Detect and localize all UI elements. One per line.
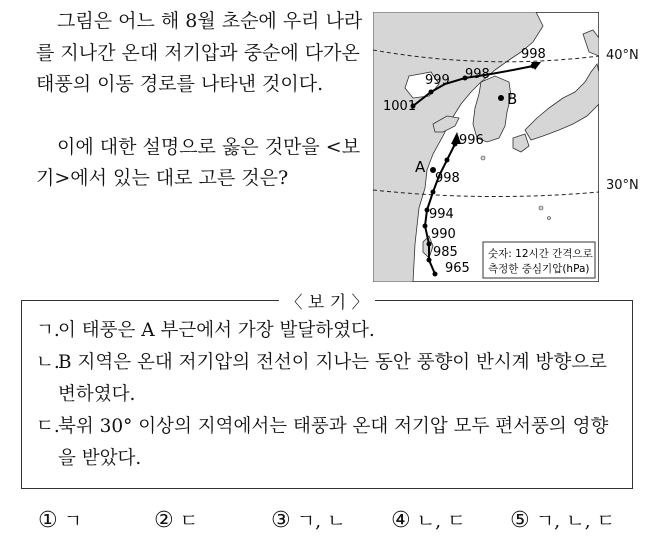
bogi-item-2 (36, 347, 622, 411)
bogi-item-1 (36, 315, 622, 347)
legend-line-2: 측정한 중심기압(hPa) (488, 263, 590, 275)
choice-5[interactable] (510, 506, 615, 533)
bogi-title-text: 보 기 (307, 293, 347, 313)
lat-30-label: 30°N (606, 178, 639, 193)
pressure-label: 998 (465, 67, 490, 82)
island (539, 206, 543, 210)
pressure-label: 999 (425, 73, 450, 88)
question-paragraph-1: 그림은 어느 해 8월 초순에 우리 나라를 지나간 온대 저기압과 중순에 다가온 태풍의 이동 경로를 나타낸 것이다. (36, 10, 363, 95)
choice-number: ① (38, 508, 58, 533)
item-text: 북위 30° 이상의 지역에서는 태풍과 온대 저기압 모두 편서풍의 영향을 받았다. (58, 416, 609, 469)
item-text: 이 태풍은 A 부근에서 가장 발달하였다. (58, 320, 375, 341)
choice-number: ④ (391, 508, 411, 533)
lat-40-label: 40°N (606, 48, 639, 63)
weather-map (373, 12, 639, 282)
question-paragraph-2: 이에 대한 설명으로 옳은 것만을 <보기>에서 있는 대로 고른 것은? (36, 135, 361, 189)
island (548, 217, 551, 220)
choice-1[interactable] (38, 506, 82, 533)
choice-text: ㄴ, ㄷ (416, 510, 466, 532)
pressure-label: 990 (431, 227, 456, 242)
choice-4[interactable] (391, 506, 466, 533)
pressure-label: 998 (435, 171, 460, 186)
bogi-title: 〈 보 기 〉 (279, 293, 374, 313)
question-text (36, 6, 366, 195)
bogi-item-3 (36, 411, 622, 475)
choice-2[interactable] (154, 506, 198, 533)
item-marker: ㄴ. (36, 352, 60, 373)
choice-number: ⑤ (510, 508, 530, 533)
choice-number: ② (154, 508, 174, 533)
choice-text: ㄱ, ㄴ, ㄷ (535, 510, 616, 532)
pressure-label: 996 (459, 133, 484, 148)
item-marker: ㄷ. (36, 416, 60, 437)
legend-line-1: 숫자: 12시간 간격으로 (488, 248, 593, 260)
choice-number: ③ (271, 508, 291, 533)
choice-3[interactable] (271, 506, 346, 533)
choice-text: ㄱ, ㄴ (296, 510, 346, 532)
map-figure (373, 12, 599, 282)
pressure-label: 1001 (383, 99, 417, 114)
item-marker: ㄱ. (36, 320, 60, 341)
choice-text: ㄷ (179, 510, 199, 532)
pressure-label: 994 (429, 207, 454, 222)
item-text: B 지역은 온대 저기압의 전선이 지나는 동안 풍향이 반시계 방향으로 변하였다. (58, 352, 608, 405)
island (481, 156, 485, 160)
pressure-label: 985 (433, 245, 458, 260)
bogi-box (21, 293, 633, 489)
point-B (498, 95, 504, 101)
label-A: A (415, 158, 426, 176)
choice-text: ㄱ (63, 510, 83, 532)
label-B: B (507, 90, 518, 108)
pressure-label: 965 (445, 261, 470, 276)
pressure-label: 998 (521, 47, 546, 62)
